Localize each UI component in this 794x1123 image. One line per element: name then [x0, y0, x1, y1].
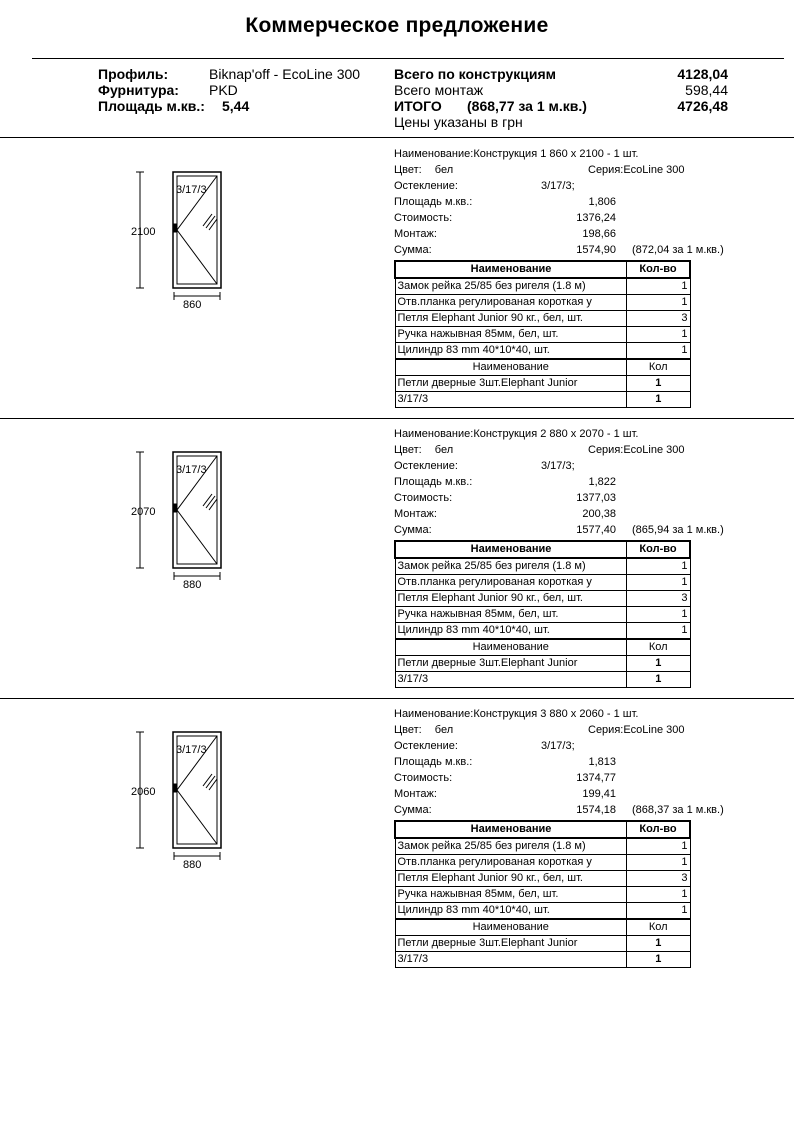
- sum-value: 1574,90: [576, 244, 616, 256]
- col-name2-header: Наименование: [395, 359, 627, 376]
- construction-name: Конструкция 1 860 x 2100 - 1 шт.: [473, 148, 639, 160]
- sum-label: Сумма:: [394, 804, 432, 816]
- install-label: Монтаж:: [394, 788, 437, 800]
- col-name2-header: Наименование: [395, 919, 627, 936]
- sum-label: Сумма:: [394, 244, 432, 256]
- color-label: Цвет:: [394, 724, 422, 736]
- col-qty-header: Кол-во: [627, 821, 691, 838]
- area-value: 1,813: [588, 756, 616, 768]
- table-row: Отв.планка регулированая короткая у 1: [395, 575, 690, 591]
- table-row: Цилиндр 83 mm 40*10*40, шт. 1: [395, 623, 690, 640]
- construction-section-2: [0, 418, 794, 698]
- color-value: бел: [434, 444, 454, 456]
- sum-value: 1574,18: [576, 804, 616, 816]
- fittings-value: PKD: [209, 82, 238, 98]
- col-name2-header: Наименование: [395, 639, 627, 656]
- spec-table: [394, 260, 691, 408]
- series-value: EcoLine 300: [623, 444, 685, 456]
- col-name-header: Наименование: [395, 541, 627, 558]
- install-label: Монтаж:: [394, 508, 437, 520]
- total-constructions-label: Всего по конструкциям: [394, 66, 557, 82]
- cost-label: Стоимость:: [394, 772, 453, 784]
- glazing-value: 3/17/3;: [541, 180, 575, 192]
- width-dimension: 880: [183, 859, 202, 871]
- table-row: Петли дверные 3шт.Elephant Junior 1: [395, 376, 690, 392]
- spec-table: [394, 820, 691, 968]
- col-qty-header: Кол-во: [627, 541, 691, 558]
- col-qty-header: Кол-во: [627, 261, 691, 278]
- name-label: Наименование:: [394, 708, 474, 720]
- table-row: 3/17/3 1: [395, 672, 690, 688]
- profile-value: Віknap'off - EcoLine 300: [209, 66, 361, 82]
- grand-total-per-m2: (868,77 за 1 м.кв.): [467, 98, 587, 114]
- table-row: Петля Elephant Junior 90 кг., бел, шт. 3: [395, 591, 690, 607]
- total-install-value: 598,44: [685, 82, 728, 98]
- cost-label: Стоимость:: [394, 212, 453, 224]
- table-row: Петля Elephant Junior 90 кг., бел, шт. 3: [395, 311, 690, 327]
- table-row: Ручка нажывная 85мм, бел, шт. 1: [395, 607, 690, 623]
- install-value: 198,66: [582, 228, 616, 240]
- table-row: Замок рейка 25/85 без ригеля (1.8 м) 1: [395, 278, 690, 295]
- total-constructions-value: 4128,04: [677, 66, 728, 82]
- width-dimension: 860: [183, 299, 202, 311]
- name-label: Наименование:: [394, 148, 474, 160]
- table-row: Петли дверные 3шт.Elephant Junior 1: [395, 656, 690, 672]
- sum-per-m2: (865,94 за 1 м.кв.): [632, 524, 724, 536]
- area-value: 1,822: [588, 476, 616, 488]
- spec-table: [394, 540, 691, 688]
- construction-section-1: [0, 138, 794, 418]
- table-row: Ручка нажывная 85мм, бел, шт. 1: [395, 327, 690, 343]
- table-row: Отв.планка регулированая короткая у 1: [395, 855, 690, 871]
- height-dimension: 2070: [131, 506, 156, 518]
- series-label: Серия:: [588, 724, 624, 736]
- col-qty2-header: Кол: [627, 359, 691, 376]
- currency-note: Цены указаны в грн: [394, 114, 523, 130]
- table-row: Ручка нажывная 85мм, бел, шт. 1: [395, 887, 690, 903]
- glazing-label: Остекление:: [394, 740, 458, 752]
- col-name-header: Наименование: [395, 821, 627, 838]
- name-label: Наименование:: [394, 428, 474, 440]
- cost-value: 1376,24: [576, 212, 616, 224]
- glazing-value: 3/17/3;: [541, 740, 575, 752]
- fittings-label: Фурнитура:: [98, 82, 179, 98]
- series-value: EcoLine 300: [623, 164, 685, 176]
- grand-total-label: ИТОГО: [394, 98, 442, 114]
- table-row: Цилиндр 83 mm 40*10*40, шт. 1: [395, 903, 690, 920]
- color-value: бел: [434, 724, 454, 736]
- sum-value: 1577,40: [576, 524, 616, 536]
- install-label: Монтаж:: [394, 228, 437, 240]
- table-row: Отв.планка регулированая короткая у 1: [395, 295, 690, 311]
- table-row: 3/17/3 1: [395, 392, 690, 408]
- cost-value: 1377,03: [576, 492, 616, 504]
- table-row: 3/17/3 1: [395, 952, 690, 968]
- col-qty2-header: Кол: [627, 919, 691, 936]
- series-value: EcoLine 300: [623, 724, 685, 736]
- area-label: Площадь м.кв.:: [98, 98, 205, 114]
- glass-label: 3/17/3: [176, 744, 207, 756]
- construction-name: Конструкция 3 880 x 2060 - 1 шт.: [473, 708, 639, 720]
- sum-per-m2: (872,04 за 1 м.кв.): [632, 244, 724, 256]
- table-row: Замок рейка 25/85 без ригеля (1.8 м) 1: [395, 838, 690, 855]
- sum-label: Сумма:: [394, 524, 432, 536]
- profile-label: Профиль:: [98, 66, 169, 82]
- glazing-label: Остекление:: [394, 460, 458, 472]
- glass-label: 3/17/3: [176, 184, 207, 196]
- glass-label: 3/17/3: [176, 464, 207, 476]
- cost-label: Стоимость:: [394, 492, 453, 504]
- table-row: Петли дверные 3шт.Elephant Junior 1: [395, 936, 690, 952]
- glazing-label: Остекление:: [394, 180, 458, 192]
- area-label: Площадь м.кв.:: [394, 756, 473, 768]
- col-name-header: Наименование: [395, 261, 627, 278]
- table-row: Замок рейка 25/85 без ригеля (1.8 м) 1: [395, 558, 690, 575]
- total-install-label: Всего монтаж: [394, 82, 484, 98]
- height-dimension: 2100: [131, 226, 156, 238]
- series-label: Серия:: [588, 444, 624, 456]
- header-top-divider: [32, 58, 784, 59]
- glazing-value: 3/17/3;: [541, 460, 575, 472]
- install-value: 200,38: [582, 508, 616, 520]
- width-dimension: 880: [183, 579, 202, 591]
- construction-section-3: [0, 698, 794, 978]
- height-dimension: 2060: [131, 786, 156, 798]
- construction-name: Конструкция 2 880 x 2070 - 1 шт.: [473, 428, 639, 440]
- color-label: Цвет:: [394, 444, 422, 456]
- color-value: бел: [434, 164, 454, 176]
- sum-per-m2: (868,37 за 1 м.кв.): [632, 804, 724, 816]
- page-title: Коммерческое предложение: [245, 14, 549, 37]
- install-value: 199,41: [582, 788, 616, 800]
- cost-value: 1374,77: [576, 772, 616, 784]
- col-qty2-header: Кол: [627, 639, 691, 656]
- table-row: Цилиндр 83 mm 40*10*40, шт. 1: [395, 343, 690, 360]
- table-row: Петля Elephant Junior 90 кг., бел, шт. 3: [395, 871, 690, 887]
- area-label: Площадь м.кв.:: [394, 196, 473, 208]
- series-label: Серия:: [588, 164, 624, 176]
- color-label: Цвет:: [394, 164, 422, 176]
- area-value: 1,806: [588, 196, 616, 208]
- area-label: Площадь м.кв.:: [394, 476, 473, 488]
- area-value: 5,44: [222, 98, 250, 114]
- grand-total-value: 4726,48: [677, 98, 728, 114]
